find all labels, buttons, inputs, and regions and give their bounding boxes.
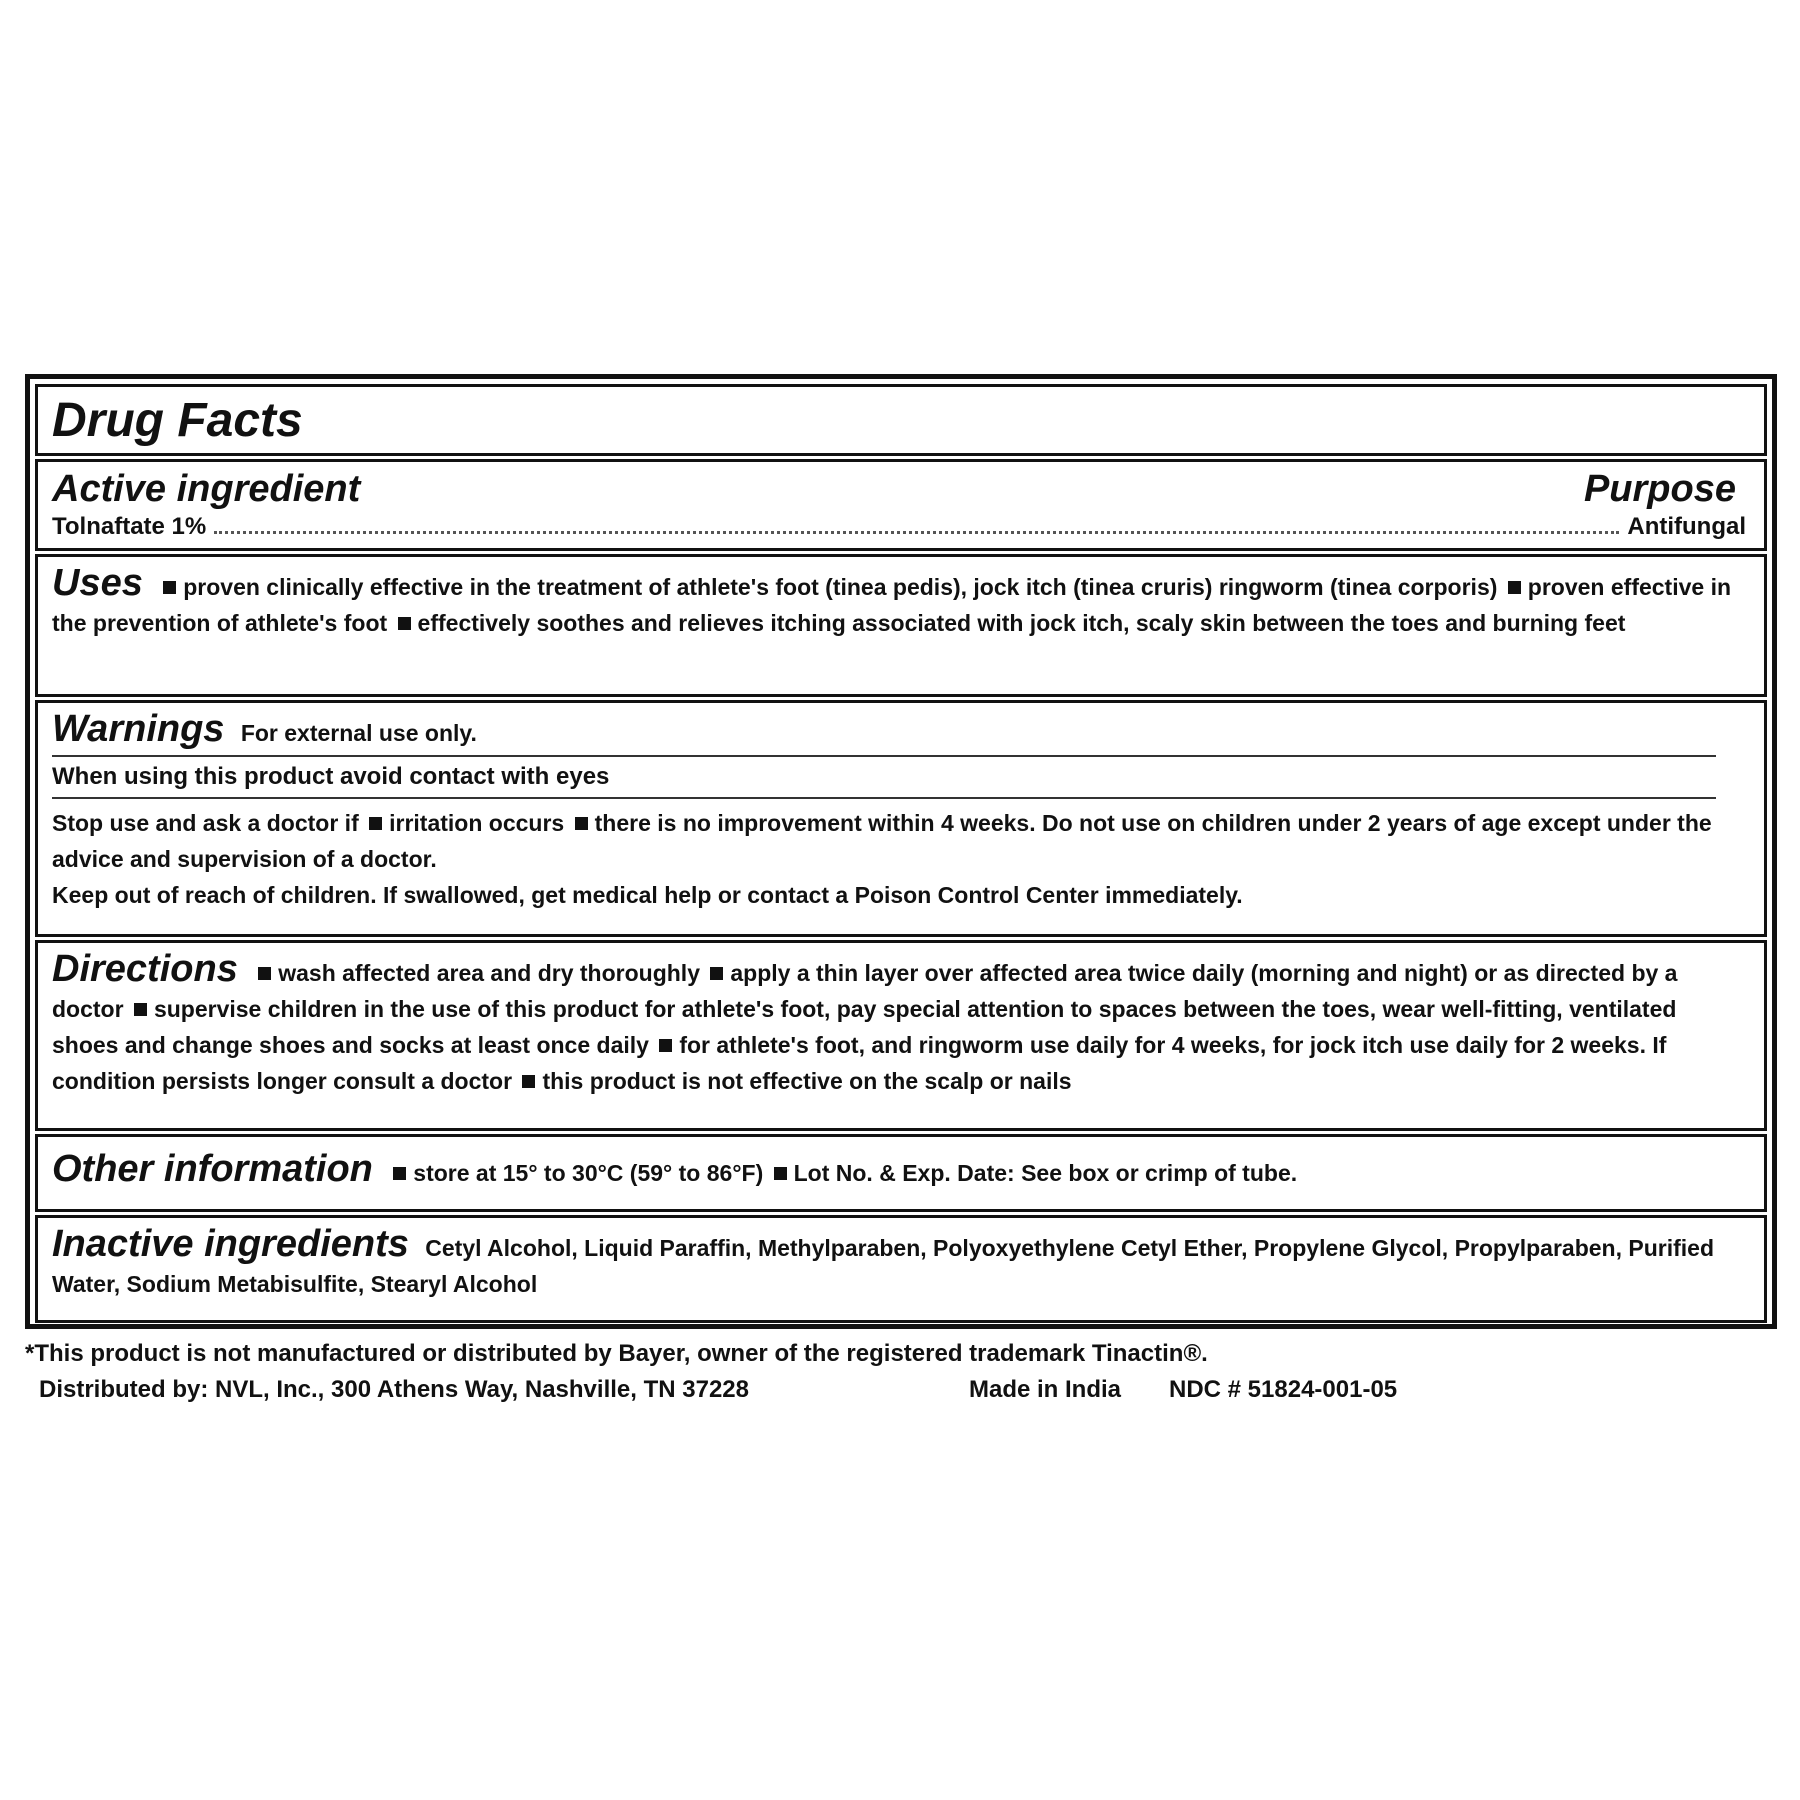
- dotted-leader: [214, 531, 1619, 534]
- other-information-item: Lot No. & Exp. Date: See box or crimp of tube.: [793, 1160, 1298, 1186]
- directions-section: [35, 940, 1767, 1131]
- uses-heading: Uses: [52, 562, 143, 604]
- bullet-icon: [369, 817, 382, 830]
- bullet-icon: [522, 1075, 535, 1088]
- drug-facts-panel: [25, 374, 1777, 1329]
- drug-facts-title-section: [35, 384, 1767, 456]
- stop-use-item: irritation occurs: [389, 810, 565, 836]
- bullet-icon: [258, 967, 271, 980]
- purpose-heading: Purpose: [1583, 468, 1736, 510]
- directions-item: supervise children in the use of this product for athlete's foot, pay special attention to spaces between the toes, wear well-fitting, ventilated shoes and change shoes and socks at least once daily: [52, 996, 1677, 1058]
- uses-item: effectively soothes and relieves itching associated with jock itch, scaly skin between the toes and burning feet: [417, 610, 1626, 636]
- stop-use-lead: Stop use and ask a doctor if: [52, 810, 359, 836]
- bullet-icon: [398, 617, 411, 630]
- keep-out-of-reach: Keep out of reach of children.: [52, 882, 377, 908]
- uses-item: proven clinically effective in the treatment of athlete's foot (tinea pedis), jock itch (tinea cruris) ringworm (tinea corporis): [183, 574, 1498, 600]
- directions-item: wash affected area and dry thoroughly: [278, 960, 700, 986]
- active-ingredient-heading: Active ingredient: [52, 468, 361, 510]
- distributor-line: Distributed by: NVL, Inc., 300 Athens Way, Nashville, TN 37228: [39, 1376, 749, 1403]
- warnings-heading: Warnings: [52, 708, 225, 750]
- bullet-icon: [575, 817, 588, 830]
- directions-item: this product is not effective on the scalp or nails: [542, 1068, 1072, 1094]
- bullet-icon: [1508, 581, 1521, 594]
- directions-item: apply a thin layer over affected area twice daily (morning and night) or as directed by a doctor: [52, 960, 1678, 1022]
- bullet-icon: [774, 1167, 787, 1180]
- bullet-icon: [659, 1039, 672, 1052]
- drug-facts-title: Drug Facts: [52, 394, 303, 447]
- bullet-icon: [393, 1167, 406, 1180]
- warnings-external-use: For external use only.: [240, 720, 477, 746]
- warnings-section: [35, 700, 1767, 937]
- inactive-ingredients-section: [35, 1215, 1767, 1323]
- directions-heading: Directions: [52, 948, 238, 990]
- ndc-number: NDC # 51824-001-05: [1169, 1376, 1398, 1403]
- directions-item: for athlete's foot, and ringworm use daily for 4 weeks, for jock itch use daily for 2 weeks. If condition persists longer consult a doctor: [52, 1032, 1667, 1094]
- bullet-icon: [710, 967, 723, 980]
- stop-use-item: there is no improvement within 4 weeks.: [594, 810, 1036, 836]
- trademark-disclaimer: *This product is not manufactured or distributed by Bayer, owner of the registered trademark Tinactin®.: [25, 1340, 1208, 1367]
- other-information-section: [35, 1134, 1767, 1212]
- bullet-icon: [134, 1003, 147, 1016]
- active-ingredient-section: [35, 459, 1767, 551]
- uses-item: proven effective in the prevention of athlete's foot: [52, 574, 1732, 636]
- active-ingredient-purpose: Antifungal: [1627, 513, 1746, 540]
- other-information-item: store at 15° to 30°C (59° to 86°F): [413, 1160, 764, 1186]
- uses-section: [35, 554, 1767, 697]
- divider: [52, 797, 1716, 799]
- other-information-heading: Other information: [52, 1148, 373, 1190]
- inactive-ingredients-list: Cetyl Alcohol, Liquid Paraffin, Methylparaben, Polyoxyethylene Cetyl Ether, Propylene Glycol, Propylparaben, Purified Water, Sodium Metabisulfite, Stearyl Alcohol: [52, 1235, 1715, 1297]
- active-ingredient-name: Tolnaftate 1%: [52, 513, 207, 540]
- inactive-ingredients-heading: Inactive ingredients: [52, 1223, 409, 1265]
- if-swallowed: If swallowed, get medical help or contact a Poison Control Center immediately.: [383, 882, 1243, 908]
- made-in-line: Made in India: [969, 1376, 1122, 1403]
- label-footer: [25, 1336, 1785, 1408]
- children-note: Do not use on children under 2 years of age except under the advice and supervision of a doctor.: [52, 810, 1712, 872]
- bullet-icon: [163, 581, 176, 594]
- when-using-line: When using this product avoid contact with eyes: [52, 763, 610, 790]
